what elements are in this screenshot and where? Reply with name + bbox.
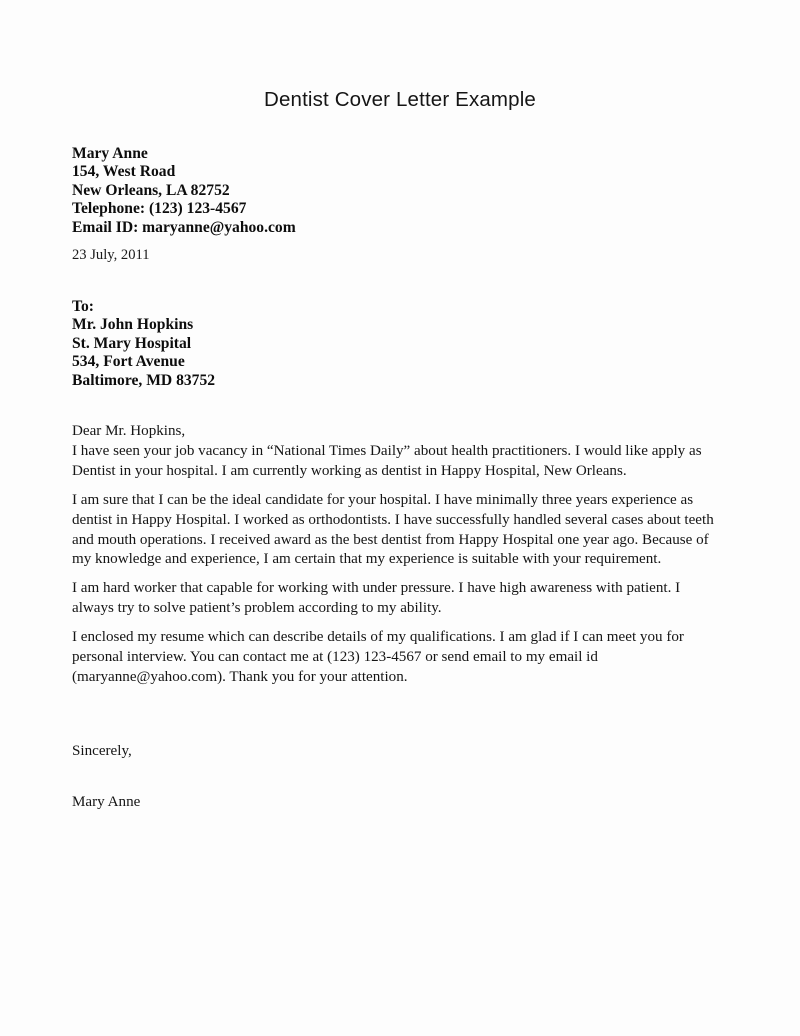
closing-salutation: Sincerely, bbox=[72, 743, 132, 759]
salutation: Dear Mr. Hopkins, bbox=[72, 423, 186, 439]
closing-block bbox=[72, 742, 472, 762]
sender-email: Email ID: maryanne@yahoo.com bbox=[72, 218, 296, 236]
recipient-street: 534, Fort Avenue bbox=[72, 353, 185, 371]
sender-street: 154, West Road bbox=[72, 163, 176, 181]
page-title: Dentist Cover Letter Example bbox=[264, 88, 536, 111]
sender-telephone: Telephone: (123) 123-4567 bbox=[72, 200, 247, 218]
body-paragraph-2: I am sure that I can be the ideal candidate for your hospital. I have minimally three years experience as dentist in Happy Hospital. I worked as orthodontists. I have successfully handled several cases about teeth and mouth operations. I received award as the best dentist from Happy Hospital one year ago. Because of my knowledge and experience, I am certain that my experience is suitable with your requirement. bbox=[72, 491, 714, 568]
recipient-city-state-zip: Baltimore, MD 83752 bbox=[72, 371, 216, 389]
letter-date: 23 July, 2011 bbox=[72, 247, 150, 263]
sender-address-block bbox=[72, 145, 492, 237]
signature-name: Mary Anne bbox=[72, 794, 141, 810]
recipient-address-block bbox=[72, 298, 492, 390]
sender-name: Mary Anne bbox=[72, 145, 148, 162]
sender-city-state-zip: New Orleans, LA 82752 bbox=[72, 181, 230, 199]
letter-body bbox=[72, 422, 718, 688]
body-paragraph-1: I have seen your job vacancy in “National Times Daily” about health practitioners. I would like apply as Dentist in your hospital. I am currently working as dentist in Happy Hospital, New Orleans. bbox=[72, 442, 702, 479]
body-paragraph-3: I am hard worker that capable for working with under pressure. I have high awareness with patient. I always try to solve patient’s problem according to my ability. bbox=[72, 580, 681, 617]
body-paragraph-4: I enclosed my resume which can describe details of my qualifications. I am glad if I can meet you for personal interview. You can contact me at (123) 123-4567 or send email to my email id (maryanne@yahoo.com). Thank you for your attention. bbox=[72, 629, 684, 685]
recipient-to-label: To: bbox=[72, 298, 94, 315]
recipient-organization: St. Mary Hospital bbox=[72, 334, 192, 352]
recipient-name: Mr. John Hopkins bbox=[72, 316, 194, 334]
